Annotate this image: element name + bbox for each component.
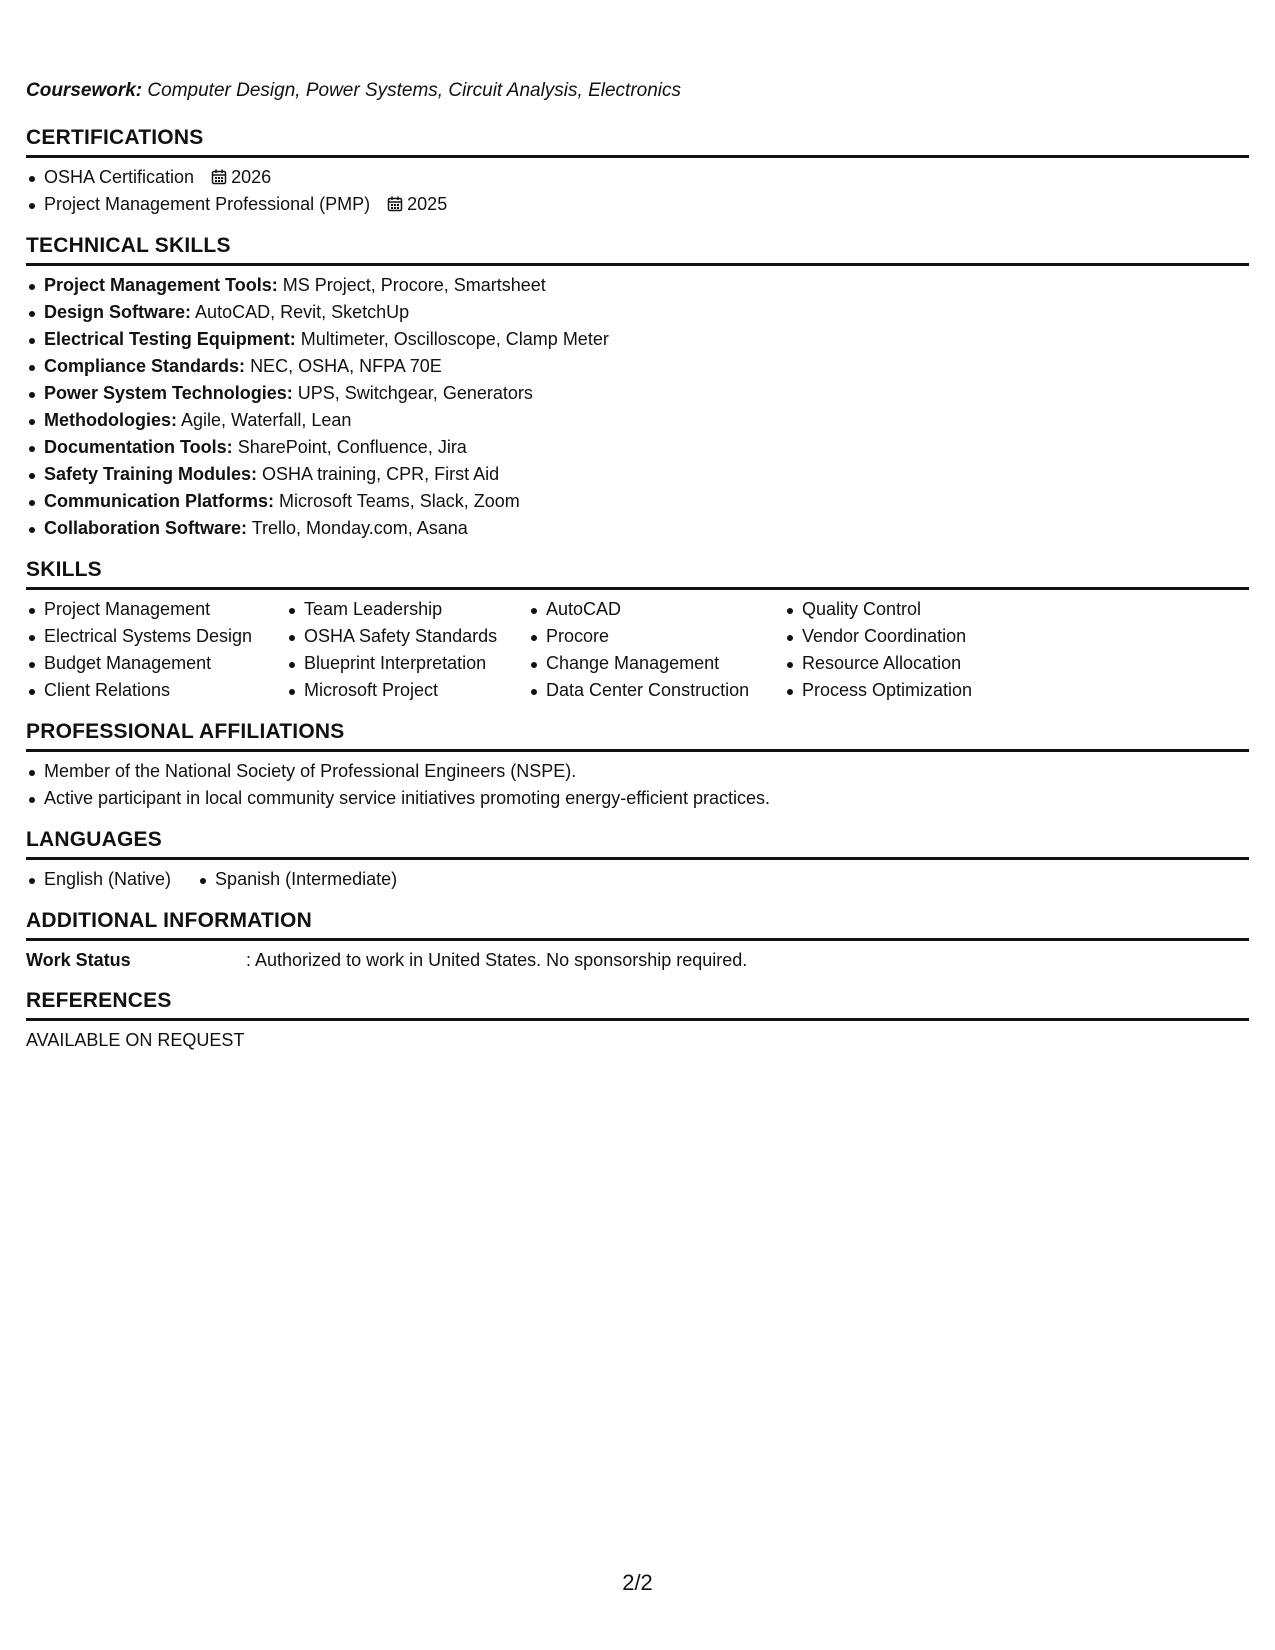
skill-item: Electrical Systems Design (26, 623, 286, 650)
technical-skill-label: Compliance Standards: (44, 356, 246, 376)
certification-item (26, 191, 1249, 218)
work-status-label: Work Status (26, 950, 131, 970)
technical-skill-value: SharePoint, Confluence, Jira (237, 437, 467, 457)
affiliations-section (26, 718, 1249, 812)
certifications-list (26, 164, 1249, 218)
technical-skill-value: Microsoft Teams, Slack, Zoom (279, 491, 520, 511)
skills-title: SKILLS (26, 556, 1249, 590)
references-text: AVAILABLE ON REQUEST (26, 1030, 245, 1050)
languages-section (26, 826, 1249, 893)
skills-grid (26, 596, 1249, 704)
additional-info-section (26, 907, 1249, 973)
technical-skill-label: Safety Training Modules: (44, 464, 258, 484)
technical-skill-value: Agile, Waterfall, Lean (181, 410, 352, 430)
technical-skill-item (26, 272, 1249, 299)
technical-skill-label: Electrical Testing Equipment: (44, 329, 296, 349)
skill-item: Resource Allocation (784, 650, 1044, 677)
skill-item: Team Leadership (286, 596, 528, 623)
certifications-section (26, 124, 1249, 218)
certification-year: 2026 (231, 167, 272, 187)
technical-skill-value: AutoCAD, Revit, SketchUp (195, 302, 410, 322)
skills-section (26, 556, 1249, 704)
technical-skill-value: UPS, Switchgear, Generators (297, 383, 533, 403)
skill-item: Data Center Construction (528, 677, 784, 704)
references-title: REFERENCES (26, 987, 1249, 1021)
language-item: Spanish (Intermediate) (197, 866, 397, 893)
technical-skill-label: Methodologies: (44, 410, 177, 430)
work-status-row (26, 947, 1249, 973)
technical-skill-value: Multimeter, Oscilloscope, Clamp Meter (300, 329, 609, 349)
certification-name: Project Management Professional (PMP) (44, 194, 371, 214)
technical-skill-value: OSHA training, CPR, First Aid (262, 464, 500, 484)
language-item: English (Native) (26, 866, 171, 893)
additional-info-title: ADDITIONAL INFORMATION (26, 907, 1249, 941)
technical-skill-label: Project Management Tools: (44, 275, 278, 295)
resume-page (26, 78, 1249, 1067)
technical-skill-item (26, 353, 1249, 380)
certifications-title: CERTIFICATIONS (26, 124, 1249, 158)
technical-skills-title: TECHNICAL SKILLS (26, 232, 1249, 266)
skill-item: Change Management (528, 650, 784, 677)
certification-year: 2025 (407, 194, 448, 214)
coursework-label: Coursework: (26, 80, 143, 101)
languages-list (26, 866, 1249, 893)
skill-item: Budget Management (26, 650, 286, 677)
technical-skill-label: Communication Platforms: (44, 491, 275, 511)
skill-item: OSHA Safety Standards (286, 623, 528, 650)
technical-skill-item (26, 488, 1249, 515)
technical-skill-item (26, 434, 1249, 461)
technical-skills-section (26, 232, 1249, 542)
skills-column (528, 596, 784, 704)
technical-skill-label: Documentation Tools: (44, 437, 233, 457)
work-status-value: : Authorized to work in United States. No sponsorship required. (246, 950, 748, 970)
technical-skill-label: Design Software: (44, 302, 192, 322)
technical-skill-item (26, 326, 1249, 353)
skill-item: Process Optimization (784, 677, 1044, 704)
skills-column (26, 596, 286, 704)
technical-skill-value: NEC, OSHA, NFPA 70E (250, 356, 442, 376)
coursework-value: Computer Design, Power Systems, Circuit Analysis, Electronics (147, 80, 681, 101)
page-number: 2/2 (622, 1570, 653, 1595)
languages-title: LANGUAGES (26, 826, 1249, 860)
skill-item: Vendor Coordination (784, 623, 1044, 650)
skill-item: Project Management (26, 596, 286, 623)
references-section (26, 987, 1249, 1053)
technical-skills-list (26, 272, 1249, 542)
calendar-icon (387, 196, 403, 212)
affiliation-item: Member of the National Society of Professional Engineers (NSPE). (26, 758, 1249, 785)
technical-skill-item (26, 407, 1249, 434)
technical-skill-item (26, 380, 1249, 407)
affiliations-list (26, 758, 1249, 812)
technical-skill-item (26, 515, 1249, 542)
coursework-line (26, 78, 1249, 104)
technical-skill-label: Collaboration Software: (44, 518, 248, 538)
skill-item: Blueprint Interpretation (286, 650, 528, 677)
skills-column (784, 596, 1044, 704)
calendar-icon (211, 169, 227, 185)
technical-skill-item (26, 299, 1249, 326)
certification-item (26, 164, 1249, 191)
skill-item: Client Relations (26, 677, 286, 704)
affiliation-item: Active participant in local community service initiatives promoting energy-efficient practices. (26, 785, 1249, 812)
technical-skill-value: Trello, Monday.com, Asana (251, 518, 468, 538)
technical-skill-label: Power System Technologies: (44, 383, 293, 403)
skill-item: AutoCAD (528, 596, 784, 623)
affiliations-title: PROFESSIONAL AFFILIATIONS (26, 718, 1249, 752)
certification-name: OSHA Certification (44, 167, 195, 187)
skill-item: Microsoft Project (286, 677, 528, 704)
technical-skill-value: MS Project, Procore, Smartsheet (282, 275, 546, 295)
technical-skill-item (26, 461, 1249, 488)
skills-column (286, 596, 528, 704)
skill-item: Quality Control (784, 596, 1044, 623)
skill-item: Procore (528, 623, 784, 650)
